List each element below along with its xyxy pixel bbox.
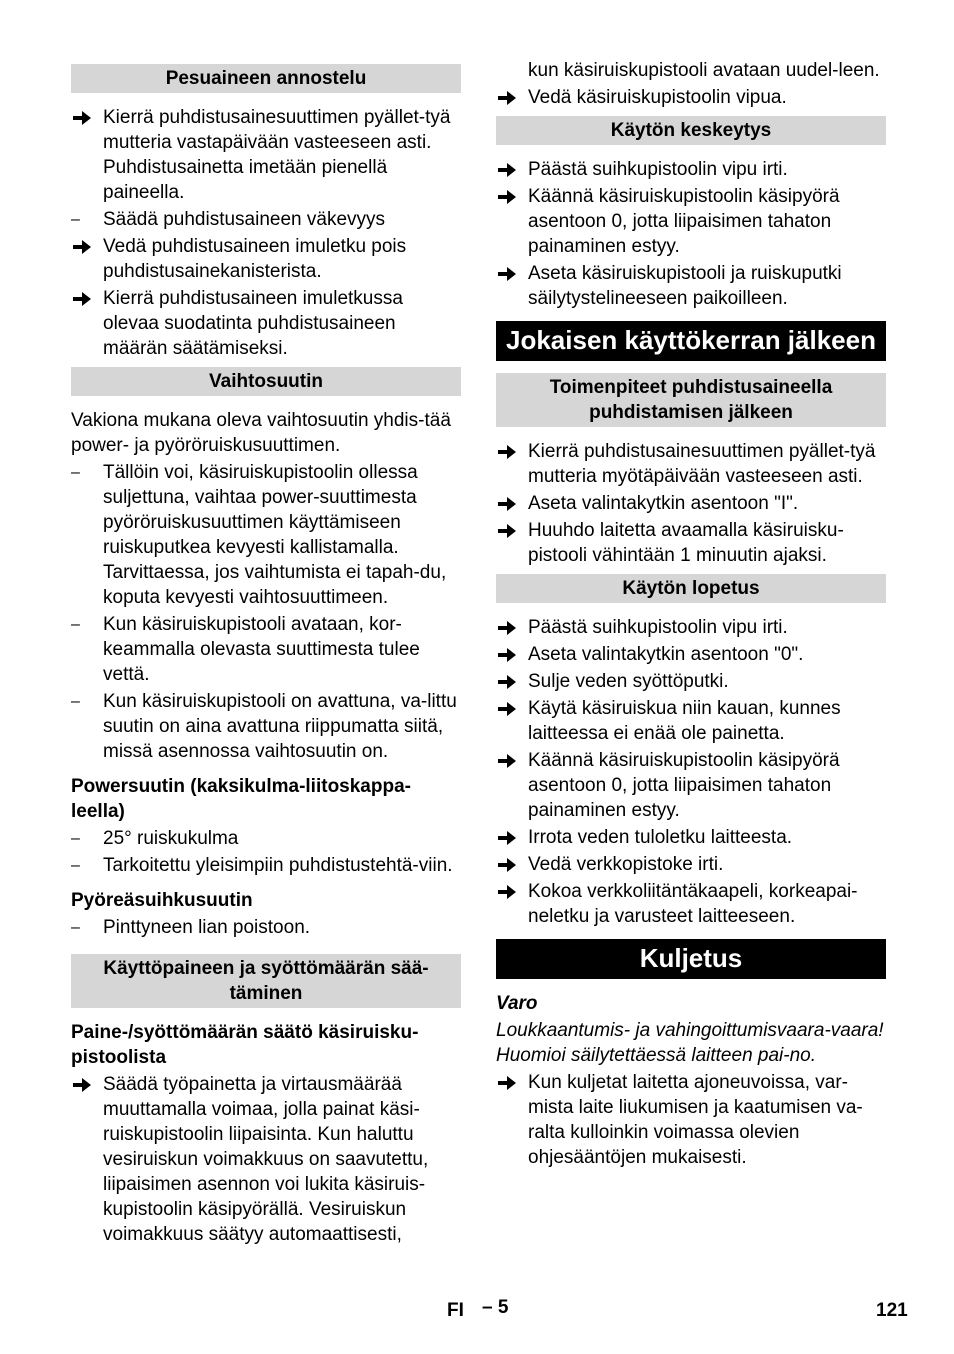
list-item: [71, 234, 461, 284]
dash-bullet-icon: –: [71, 919, 80, 936]
dash-bullet-icon: –: [71, 857, 80, 874]
list-item: [71, 689, 461, 764]
list-item-text: Aseta käsiruiskupistooli ja ruiskuputki säilytystelineeseen paikoilleen.: [528, 263, 842, 309]
list-item-text: Kokoa verkkoliitäntäkaapeli, korkeapai-neletku ja varusteet laitteeseen.: [528, 881, 858, 927]
list-item: [71, 915, 461, 940]
arrow-right-icon: [498, 825, 522, 845]
arrow-right-icon: [498, 491, 522, 511]
list-item-text: Käytä käsiruiskua niin kauan, kunnes laitteessa ei enää ole painetta.: [528, 698, 841, 744]
list-powersuutin: [71, 826, 461, 878]
subheading-pyoreasuihkusuutin: Pyöreäsuihkusuutin: [71, 890, 253, 911]
arrow-right-icon: [73, 1072, 97, 1092]
list-item: [496, 184, 886, 259]
list-item: [71, 612, 461, 687]
arrow-right-icon: [498, 879, 522, 899]
list-item-text: Käännä käsiruiskupistoolin käsipyörä asentoon 0, jotta liipaisimen tahaton painaminen estyy.: [528, 186, 840, 257]
list-item: [496, 696, 886, 746]
footer-language: FI: [447, 1300, 464, 1321]
list-item-text: Säädä työpainetta ja virtausmäärää muuttamalla voimaa, jolla painat käsi-ruiskupistoolin liipaisinta. Kun haluttu vesiruiskun voimakkuus on saavutettu, liipaisimen asennon voi lukita käsiruis-kupistoolin käsipyörällä. Vesiruiskun voimakkuus säätyy automaattisesti,: [103, 1074, 429, 1245]
list-item-text: Aseta valintakytkin asentoon "0".: [528, 644, 804, 665]
list-item-text: Säädä puhdistusaineen väkevyys: [103, 209, 386, 230]
list-item-text: Päästä suihkupistoolin vipu irti.: [528, 159, 788, 180]
arrow-right-icon: [73, 234, 97, 254]
heading-kayton-keskeytys: Käytön keskeytys: [496, 116, 886, 145]
arrow-right-icon: [498, 852, 522, 872]
list-item-text: Aseta valintakytkin asentoon "I".: [528, 493, 799, 514]
list-paine-saato: [71, 1072, 461, 1247]
list-item-text: Käännä käsiruiskupistoolin käsipyörä asentoon 0, jotta liipaisimen tahaton painaminen estyy.: [528, 750, 840, 821]
dash-bullet-icon: –: [71, 830, 80, 847]
list-item-text: Kierrä puhdistusaineen imuletkussa olevaa suodatinta puhdistusaineen määrän säätämiseksi.: [103, 288, 403, 359]
list-lopetus: [496, 615, 886, 929]
arrow-right-icon: [498, 748, 522, 768]
continued-text: kun käsiruiskupistooli avataan uudel-leen.: [528, 60, 880, 81]
section-title-jokaisen-kayttokerran-jalkeen: Jokaisen käyttökerran jälkeen: [496, 321, 886, 361]
list-keskeytys: [496, 157, 886, 311]
list-item-text: Kierrä puhdistusainesuuttimen pyället-tyä mutteria myötäpäivään vasteeseen asti.: [528, 441, 876, 487]
list-item-text: Kun käsiruiskupistooli on avattuna, va-littu suutin on aina avattuna riippumatta siitä, missä asennossa vaihtosuutin on.: [103, 691, 457, 762]
list-item: [496, 491, 886, 516]
dash-bullet-icon: –: [71, 616, 80, 633]
vaihtosuutin-intro: Vakiona mukana oleva vaihtosuutin yhdis-tää power- ja pyöröruiskusuuttimen.: [71, 410, 451, 456]
list-item-text: Huuhdo laitetta avaamalla käsiruisku-pistooli vähintään 1 minuutin ajaksi.: [528, 520, 844, 566]
subheading-paine-saato: Paine-/syöttömäärän säätö käsiruisku-pistoolista: [71, 1022, 419, 1068]
dash-bullet-icon: –: [71, 464, 80, 481]
warning-text: Loukkaantumis- ja vahingoittumisvaara-vaara! Huomioi säilytettäessä laitteen pai-no.: [496, 1020, 884, 1066]
arrow-right-icon: [73, 105, 97, 125]
heading-pesuaineen-annostelu: Pesuaineen annostelu: [71, 64, 461, 93]
list-item-text: Tarkoitettu yleisimpiin puhdistustehtä-viin.: [103, 855, 453, 876]
list-item: [496, 669, 886, 694]
list-item: [496, 615, 886, 640]
list-item: [496, 748, 886, 823]
list-item-text: Päästä suihkupistoolin vipu irti.: [528, 617, 788, 638]
list-item-text: Pinttyneen lian poistoon.: [103, 917, 311, 938]
arrow-right-icon: [73, 286, 97, 306]
list-item: [71, 853, 461, 878]
list-item: [496, 439, 886, 489]
list-vaihtosuutin: [71, 460, 461, 764]
list-item-text: Sulje veden syöttöputki.: [528, 671, 729, 692]
list-item: [496, 261, 886, 311]
list-item: [71, 286, 461, 361]
arrow-right-icon: [498, 615, 522, 635]
list-item-text: 25° ruiskukulma: [103, 828, 239, 849]
arrow-right-icon: [498, 85, 522, 105]
arrow-right-icon: [498, 669, 522, 689]
section-title-kuljetus: Kuljetus: [496, 939, 886, 979]
arrow-right-icon: [498, 184, 522, 204]
heading-kayton-lopetus: Käytön lopetus: [496, 574, 886, 603]
heading-toimenpiteet: Toimenpiteet puhdistusaineella puhdistamisen jälkeen: [496, 373, 886, 427]
list-pyoreasuihkusuutin: [71, 915, 461, 940]
list-item-text: Vedä käsiruiskupistoolin vipua.: [528, 87, 787, 108]
list-continued: [496, 85, 886, 110]
list-item: [496, 879, 886, 929]
warning-title: Varo: [496, 993, 538, 1014]
list-item: [71, 207, 461, 232]
list-item: [71, 460, 461, 610]
arrow-right-icon: [498, 157, 522, 177]
list-kuljetus: [496, 1070, 886, 1170]
list-item-text: Vedä puhdistusaineen imuletku pois puhdistusainekanisterista.: [103, 236, 407, 282]
left-column: [71, 58, 461, 1249]
list-item-text: Kierrä puhdistusainesuuttimen pyället-tyä mutteria vastapäivään vasteeseen asti. Puhdistusainetta imetään pienellä paineella.: [103, 107, 451, 203]
dash-bullet-icon: –: [71, 211, 80, 228]
list-item: [71, 1072, 461, 1247]
page-number: 121: [876, 1300, 908, 1321]
heading-kayttopaine: Käyttöpaineen ja syöttömäärän sää-täminen: [71, 954, 461, 1008]
list-item-text: Irrota veden tuloletku laitteesta.: [528, 827, 793, 848]
list-item: [496, 85, 886, 110]
dash-bullet-icon: –: [71, 693, 80, 710]
list-item: [496, 852, 886, 877]
subheading-powersuutin: Powersuutin (kaksikulma-liitoskappa-leella): [71, 776, 411, 822]
arrow-right-icon: [498, 642, 522, 662]
arrow-right-icon: [498, 261, 522, 281]
right-column: [496, 58, 886, 1172]
list-item: [496, 825, 886, 850]
list-item-text: Tällöin voi, käsiruiskupistoolin ollessa suljettuna, vaihtaa power-suuttimesta pyöröruiskusuuttimen käyttämiseen ruiskuputkea kevyesti kallistamalla. Tarvittaessa, jos vaihtumista ei tapah-du, koputa kevyesti vaihtosuuttimeen.: [103, 462, 447, 608]
heading-vaihtosuutin: Vaihtosuutin: [71, 367, 461, 396]
list-item: [496, 157, 886, 182]
list-annostelu: [71, 105, 461, 361]
footer-section-page: – 5: [482, 1297, 509, 1318]
list-item-text: Kun kuljetat laitetta ajoneuvoissa, var-mista laite liukumisen ja kaatumisen va-ralta kulloinkin voimassa olevien ohjesääntöjen mukaisesti.: [528, 1072, 863, 1168]
list-item: [71, 105, 461, 205]
list-item-text: Vedä verkkopistoke irti.: [528, 854, 724, 875]
list-item: [71, 826, 461, 851]
arrow-right-icon: [498, 439, 522, 459]
arrow-right-icon: [498, 518, 522, 538]
list-item: [496, 642, 886, 667]
arrow-right-icon: [498, 1070, 522, 1090]
arrow-right-icon: [498, 696, 522, 716]
list-item-text: Kun käsiruiskupistooli avataan, kor-keammalla olevasta suuttimesta tulee vettä.: [103, 614, 420, 685]
list-item: [496, 1070, 886, 1170]
list-toimenpiteet: [496, 439, 886, 568]
list-item: [496, 518, 886, 568]
